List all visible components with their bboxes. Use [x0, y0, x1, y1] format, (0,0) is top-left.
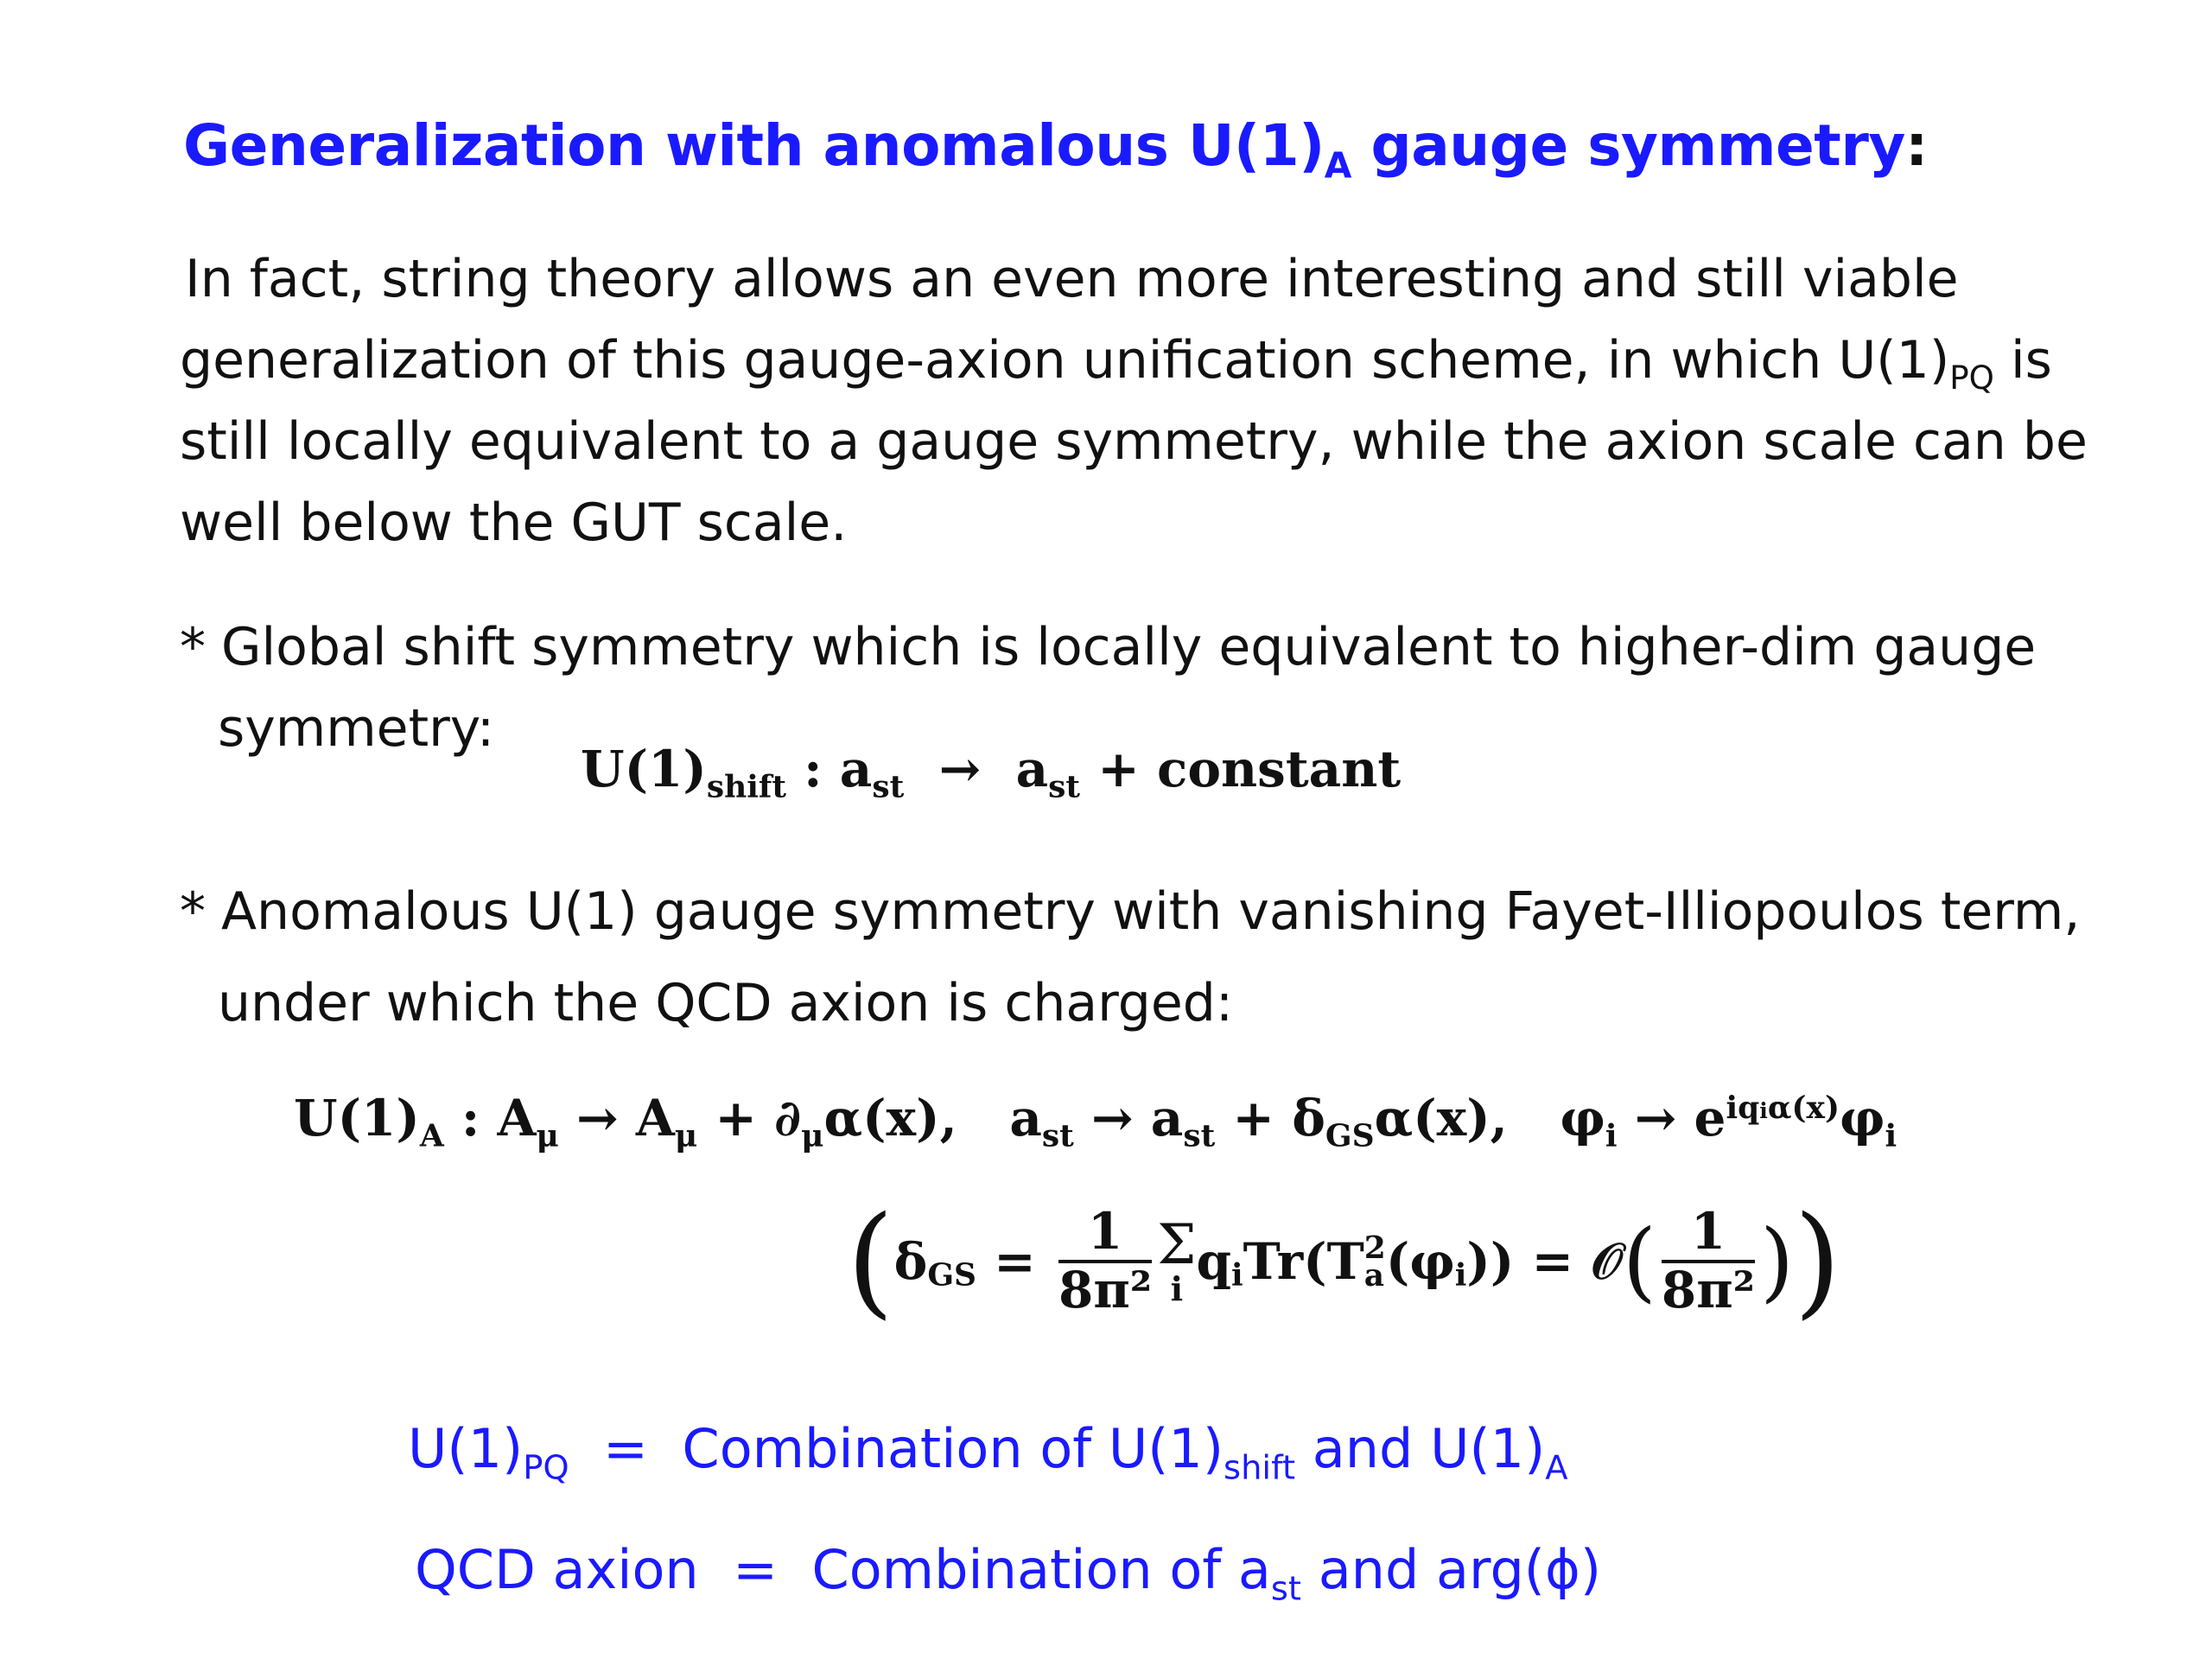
eq-delta-t-scripts [1363, 1229, 1386, 1294]
eq-gauge-part: → A [558, 1089, 675, 1147]
eq-delta-num: 1 [1058, 1205, 1152, 1263]
eq-gauge-part: α(x), φ [1374, 1089, 1605, 1147]
title-colon: : [1904, 112, 1928, 179]
summary-axion-post: and arg(ϕ) [1300, 1538, 1602, 1601]
eq-delta-t-sub: a [1363, 1257, 1385, 1294]
eq-shift-a-sub: st [872, 768, 905, 805]
eq-gauge-exp-rest: α(x) [1767, 1090, 1840, 1127]
eq-gauge-exponent [1726, 1090, 1840, 1126]
bullet-2-line-1: Anomalous U(1) gauge symmetry with vanishing Fayet-Illiopoulos term, [221, 881, 2081, 942]
eq-delta-phi: (φ [1385, 1232, 1455, 1291]
intro-line-3: still locally equivalent to a gauge symmetry, while the axion scale can be [180, 411, 2088, 472]
eq-delta-tr: Tr(T [1243, 1232, 1364, 1291]
eq-delta-equals-order: = 𝒪 [1514, 1231, 1623, 1291]
eq-delta-fraction [1058, 1202, 1153, 1319]
summary-axion [415, 1538, 1602, 1609]
eq-delta-q: q [1196, 1232, 1231, 1291]
eq-delta-open-paren: ( [847, 1191, 894, 1332]
intro-line-2-end: is [1993, 330, 2052, 391]
eq-delta-delta: δ [893, 1232, 928, 1291]
eq-gauge-sub: μ [674, 1117, 698, 1154]
eq-delta-gs: GS [927, 1256, 976, 1294]
eq-gauge-exp-i: i [1759, 1097, 1768, 1124]
eq-gauge-sub: st [1183, 1117, 1216, 1154]
eq-delta-phi-sub: i [1454, 1256, 1467, 1294]
eq-gauge-sub: μ [536, 1117, 559, 1154]
eq-gauge-part: + ∂ [697, 1089, 802, 1147]
intro-line-2-text: generalization of this gauge-axion unification scheme, in which U(1) [180, 330, 1950, 391]
intro-line-2-subscript: PQ [1949, 359, 1994, 397]
eq-gauge-u1-sub: A [419, 1117, 444, 1154]
eq-delta-den: 8π² [1058, 1261, 1153, 1319]
intro-line-2 [180, 320, 2088, 401]
summary-pq-and: and U(1) [1295, 1417, 1546, 1480]
eq-gauge-part: + δ [1215, 1089, 1325, 1147]
eq-delta-sigma: Σ [1157, 1213, 1197, 1277]
eq-shift-colon: : a [785, 740, 873, 798]
intro-line-4: well below the GUT scale. [180, 493, 848, 553]
eq-delta-order-close: ) [1760, 1211, 1795, 1312]
eq-delta-t-sup: 2 [1363, 1229, 1386, 1266]
eq-gauge-sub: st [1041, 1117, 1074, 1154]
eq-shift-arrow: → a [904, 740, 1049, 798]
eq-gauge-u1: U(1) [294, 1089, 420, 1147]
eq-gauge-sub: GS [1325, 1117, 1375, 1154]
bullet-1-marker: * [180, 617, 206, 677]
eq-gauge-part: φ [1839, 1089, 1885, 1147]
summary-pq-sub: PQ [523, 1448, 569, 1488]
bullet-1-line-1: Global shift symmetry which is locally equivalent to higher-dim gauge [221, 617, 2037, 677]
summary-pq-shift-sub: shift [1224, 1448, 1296, 1488]
summary-pq-a-sub: A [1545, 1448, 1568, 1488]
eq-delta-close-paren: ) [1794, 1191, 1841, 1332]
eq-delta-order-open: ( [1622, 1211, 1656, 1312]
intro-line-1: In fact, string theory allows an even more interesting and still viable [185, 249, 1959, 309]
eq-gauge-part: → e [1617, 1089, 1726, 1147]
bullet-2-marker: * [180, 881, 206, 942]
gauge-equation [294, 1089, 1897, 1154]
eq-gauge-part: → a [1073, 1089, 1184, 1147]
summary-axion-sub: st [1270, 1569, 1301, 1609]
eq-gauge-part: α(x), a [823, 1089, 1042, 1147]
title-text: Generalization with anomalous U(1) [183, 112, 1325, 179]
eq-delta-num-2: 1 [1662, 1205, 1755, 1263]
title-subscript: A [1324, 144, 1351, 187]
eq-delta-sum [1157, 1213, 1197, 1308]
eq-gauge-exp: iq [1726, 1090, 1760, 1127]
eq-delta-den-2: 8π² [1661, 1261, 1756, 1319]
summary-pq-u1: U(1) [408, 1417, 524, 1480]
eq-delta-equals: = [976, 1232, 1053, 1291]
eq-gauge-part: : A [443, 1089, 537, 1147]
eq-gauge-sub: i [1885, 1117, 1897, 1154]
summary-pq [408, 1417, 1568, 1488]
eq-delta-fraction-2 [1661, 1202, 1756, 1319]
bullet-1-line-2: symmetry: [218, 698, 495, 759]
summary-axion-pre: QCD axion = Combination of a [415, 1538, 1271, 1601]
intro-paragraph [180, 238, 2088, 563]
summary-pq-mid: = Combination of U(1) [569, 1417, 1224, 1480]
eq-shift-rhs: + constant [1080, 740, 1402, 798]
delta-gs-equation [847, 1191, 1841, 1332]
shift-equation [581, 740, 1402, 805]
bullet-2-line-2: under which the QCD axion is charged: [218, 973, 1234, 1033]
eq-gauge-sub: i [1605, 1117, 1618, 1154]
slide-title [183, 112, 1928, 187]
title-text-suffix: gauge symmetry [1351, 112, 1905, 179]
eq-delta-q-sub: i [1231, 1256, 1243, 1294]
eq-delta-sum-index: i [1170, 1269, 1184, 1308]
eq-shift-a2-sub: st [1048, 768, 1081, 805]
eq-shift-lhs: U(1) [581, 740, 707, 798]
eq-delta-close-tr: )) [1466, 1232, 1515, 1291]
eq-gauge-sub: μ [801, 1117, 824, 1154]
eq-shift-lhs-sub: shift [706, 768, 786, 805]
